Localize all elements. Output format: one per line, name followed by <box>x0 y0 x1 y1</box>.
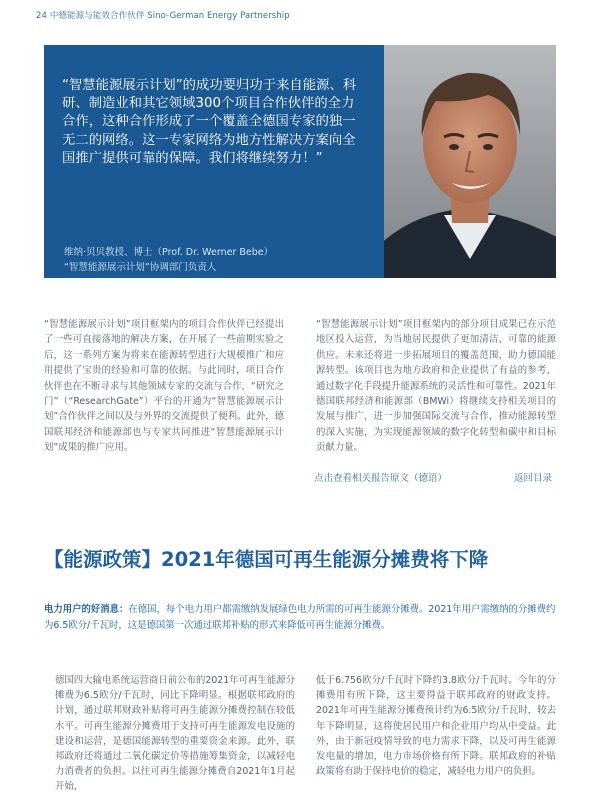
running-header: 24 中德能源与能效合作伙伴 Sino-German Energy Partnership <box>36 11 290 21</box>
portrait-photo <box>384 45 556 278</box>
section-lede <box>44 602 556 634</box>
lede-lead-in: 电力用户的好消息： <box>44 604 129 615</box>
report-link[interactable]: 点击查看相关报告原文（德语） <box>314 473 448 484</box>
quote-author-role: “智慧能源展示计划”协调部门负责人 <box>64 262 217 273</box>
section-heading <box>44 544 564 572</box>
policy-column-left: 德国四大输电系统运营商日前公布的2021年可再生能源分摊费为6.5欧分/千瓦时，同比下降明显。根据联邦政府的计划，通过联邦财政补贴将可再生能源分摊费控制在较低水平。可再生能源分摊费用于支持可再生能源发电设施的建设和运营，是德国能源转型的重要资金来源。此外，联邦政府还将通过二氧化碳定价等措施筹集资金，以减轻电力消费者的负担。以往可再生能源分摊费自2021年1月起开始， <box>55 675 295 793</box>
lede-text: 在德国，每个电力用户都需缴纳发展绿色电力所需的可再生能源分摊费。2021年用户需缴纳的分摊费约为6.5欧分/千瓦时，这是德国第一次通过联邦补贴的形式来降低可再生能源分摊费。 <box>44 604 556 631</box>
quote-attribution <box>64 245 374 275</box>
policy-column-right: 低于6.756欧分/千瓦时下降约3.8欧分/千瓦时。今年的分摊费用有所下降，这主要得益于联邦政府的财政支持。2021年可再生能源分摊费预计约为6.5欧分/千瓦时，较去年下降明显，这将使居民用户和企业用户均从中受益。此外，由于新冠疫情导致的电力需求下降，以及可再生能源发电量的增加，电力市场价格有所下降。联邦政府的补贴政策将有助于保持电价的稳定，减轻电力用户的负担。 <box>316 675 556 778</box>
quote-author-name: 维纳·贝贝教授、博士（Prof. Dr. Werner Bebe） <box>64 247 274 258</box>
section-tag: 【能源政策】 <box>44 548 162 571</box>
back-to-contents-link[interactable]: 返回目录 <box>514 473 553 484</box>
portrait-illustration <box>384 45 556 278</box>
section-title: 2021年德国可再生能源分摊费将下降 <box>161 548 489 571</box>
quote-panel <box>44 45 384 278</box>
quote-text: “智慧能源展示计划”的成功要归功于来自能源、科研、制造业和其它领域300个项目合作伙伴的全力合作，这种合作形成了一个覆盖全德国专家的独一无二的网络。这一专家网络为地方性解决方案向全国推广提供可靠的保障。我们将继续努力！” <box>62 78 357 166</box>
article-column-right: “智慧能源展示计划”项目框架内的部分项目成果已在示范地区投入运营，为当地居民提供了更加清洁、可靠的能源供应。未来还将进一步拓展项目的覆盖范围，助力德国能源转型。该项目也为地方政府和企业提供了有益的参考，通过数字化手段提升能源系统的灵活性和可靠性。2021年德国联邦经济和能源部（BMWi）将继续支持相关项目的发展与推广，进一步加强国际交流与合作，推动能源转型的深入实施，为实现能源领域的数字化转型和碳中和目标贡献力量。 <box>316 319 556 454</box>
article-column-left: “智慧能源展示计划”项目框架内的项目合作伙伴已经提出了一些可直接落地的解决方案，在开展了一些前期实验之后，这一系列方案为将来在能源转型进行大规模推广和应用提供了宝贵的经验和可靠的依据。与此同时，项目合作伙伴也在不断寻求与其他领域专家的交流与合作，“研究之门”（“ResearchGate”）平台的开通为“智慧能源展示计划”合作伙伴之间以及与外界的交流提供了便利。此外，德国联邦经济和能源部也与专家共同推进“智慧能源展示计划”成果的推广应用。 <box>44 319 284 454</box>
